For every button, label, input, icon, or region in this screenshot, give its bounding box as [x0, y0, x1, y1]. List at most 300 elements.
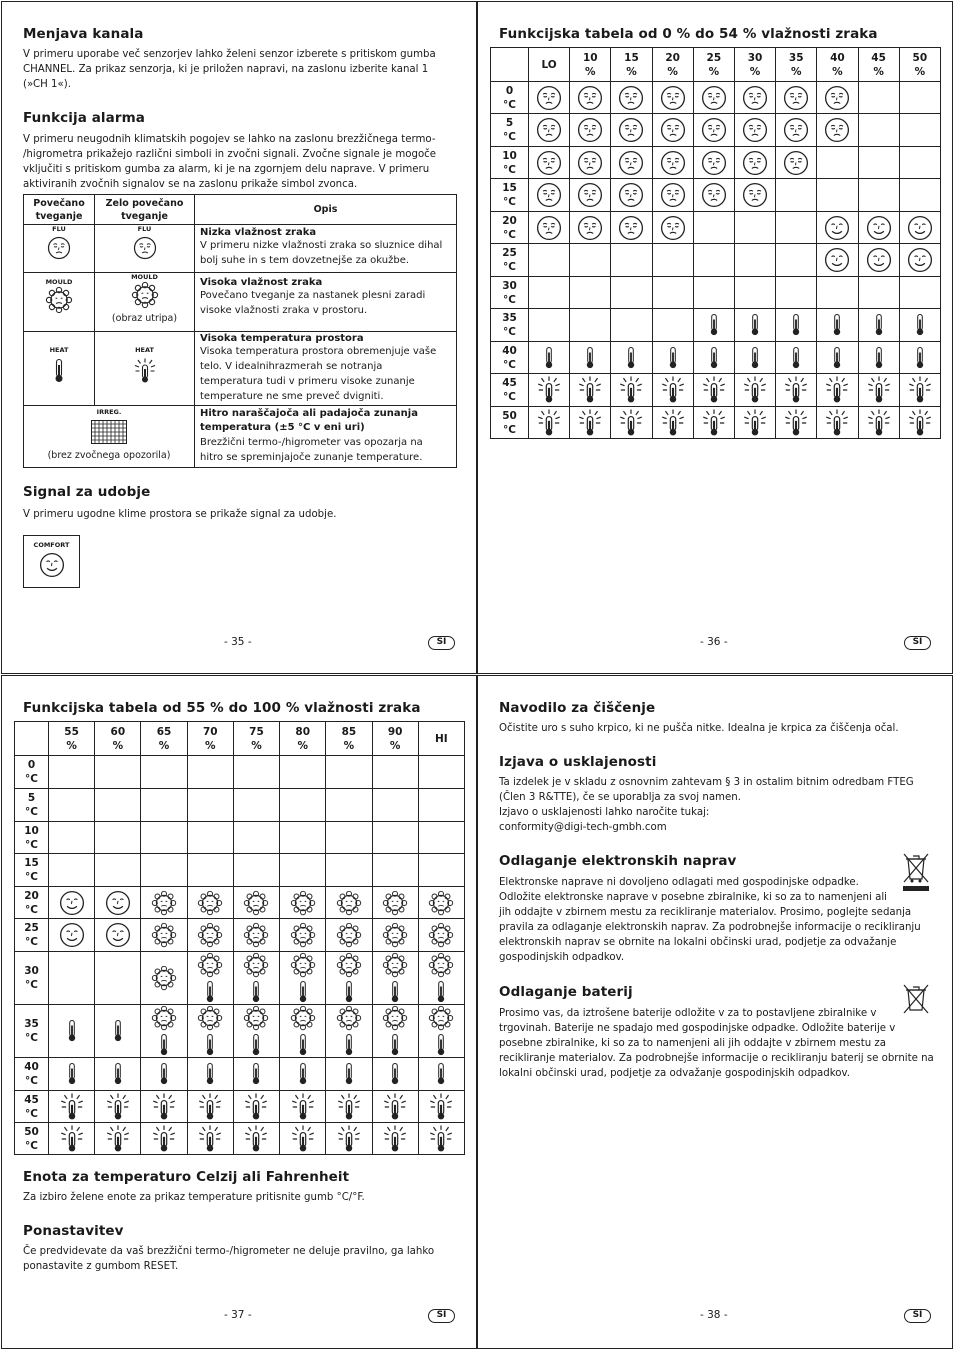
section-title-unit: Enota za temperaturo Celzij ali Fahrenheit [23, 1169, 350, 1185]
table-cell [372, 822, 418, 854]
mould-icon [197, 1005, 223, 1031]
table-cell [233, 1091, 279, 1123]
row-header: 25 °C [491, 244, 529, 277]
table-row [15, 887, 465, 919]
sad-face-icon [577, 117, 603, 143]
humidity-table-low [490, 47, 941, 439]
table-cell [187, 919, 233, 952]
table-cell [280, 789, 326, 822]
sad-face-icon [577, 215, 603, 241]
row-header: 10 °C [491, 147, 529, 179]
table-cell [899, 82, 940, 114]
table-cell [776, 374, 817, 407]
table-cell [652, 277, 693, 309]
row-header: 15 °C [15, 854, 49, 887]
table-cell [326, 952, 372, 1005]
thermometer-icon [61, 1018, 83, 1044]
table-cell [693, 114, 734, 147]
table-cell [95, 919, 141, 952]
section-title-electronics: Odlaganje elektronskih naprav [499, 853, 737, 869]
thermometer-heat-icon [133, 357, 157, 385]
table-cell [858, 342, 899, 374]
table-cell [326, 822, 372, 854]
section-title-conformity: Izjava o usklajenosti [499, 754, 657, 770]
row-header: 35 °C [15, 1005, 49, 1058]
column-header: 85 % [326, 722, 372, 756]
sad-face-icon [618, 117, 644, 143]
sad-face-icon [536, 117, 562, 143]
table-cell [529, 179, 570, 212]
table-cell [899, 342, 940, 374]
table-row [491, 277, 941, 309]
table-cell [280, 854, 326, 887]
mould-icon [290, 1005, 316, 1031]
mould-icon [151, 1005, 177, 1031]
table-cell [326, 756, 372, 789]
table-cell [529, 212, 570, 244]
table-cell [95, 1123, 141, 1155]
table-cell [693, 277, 734, 309]
thermometer-heat-icon [290, 1125, 316, 1153]
table-cell [858, 309, 899, 342]
table-cell [280, 1123, 326, 1155]
table-cell [233, 1058, 279, 1091]
table-cell [652, 309, 693, 342]
table-cell [187, 1123, 233, 1155]
table-cell [611, 114, 652, 147]
table-cell [49, 952, 95, 1005]
sad-face-icon [618, 150, 644, 176]
table-cell [611, 179, 652, 212]
irreg-label: IRREG. [96, 408, 122, 416]
column-header: 30 % [734, 48, 775, 82]
table-cell [858, 82, 899, 114]
happy-face-icon [824, 215, 850, 241]
mould-label: MOULD [45, 278, 73, 286]
row-header: 30 °C [15, 952, 49, 1005]
row-header: 20 °C [15, 887, 49, 919]
table-cell [372, 887, 418, 919]
table-cell [529, 147, 570, 179]
table-cell [418, 789, 464, 822]
table-row [491, 147, 941, 179]
thermometer-icon [153, 1061, 175, 1087]
thermometer-icon [107, 1061, 129, 1087]
thermometer-icon [703, 312, 725, 338]
row-title: Nizka vlažnost zraka [200, 227, 317, 238]
sad-face-icon [133, 236, 157, 260]
thermometer-heat-icon [336, 1125, 362, 1153]
heat-label: HEAT [135, 346, 154, 354]
table-row [491, 374, 941, 407]
table-row [491, 82, 941, 114]
mould-icon [382, 1005, 408, 1031]
table-cell [280, 887, 326, 919]
battery-bin-icon [901, 982, 931, 1014]
mould-icon [197, 922, 223, 948]
thermometer-heat-icon [105, 1125, 131, 1153]
table-cell [418, 1091, 464, 1123]
table-cell [418, 952, 464, 1005]
row-header: 20 °C [491, 212, 529, 244]
column-header: 90 % [372, 722, 418, 756]
table-cell [734, 374, 775, 407]
mould-icon [428, 922, 454, 948]
table-cell [233, 854, 279, 887]
table-cell [233, 952, 279, 1005]
row-title: Visoka temperatura prostora [200, 333, 364, 344]
table-cell [280, 919, 326, 952]
page-number: - 35 - [224, 636, 252, 648]
column-header: 75 % [233, 722, 279, 756]
table-cell [817, 309, 858, 342]
column-header: 35 % [776, 48, 817, 82]
thermometer-icon [338, 1061, 360, 1087]
table-cell [372, 1005, 418, 1058]
table-cell [418, 1058, 464, 1091]
corner-cell [15, 722, 49, 756]
table-cell [49, 887, 95, 919]
table-cell [734, 212, 775, 244]
thermometer-icon [47, 357, 71, 385]
table-row [15, 1005, 465, 1058]
thermometer-icon [909, 345, 931, 371]
table-cell [899, 374, 940, 407]
row-header: 50 °C [491, 407, 529, 439]
mould-icon [197, 890, 223, 916]
page-number: - 36 - [700, 636, 728, 648]
table-row [15, 1058, 465, 1091]
table-cell [372, 1058, 418, 1091]
table-row [24, 225, 457, 273]
table-cell [776, 309, 817, 342]
row-header: 0 °C [491, 82, 529, 114]
row-title: Visoka vlažnost zraka [200, 277, 323, 288]
table-cell [95, 854, 141, 887]
comfort-box [23, 535, 80, 588]
table-cell [280, 756, 326, 789]
sad-face-icon [701, 117, 727, 143]
thermometer-icon [868, 312, 890, 338]
table-cell [776, 114, 817, 147]
table-row [15, 1091, 465, 1123]
thermometer-heat-icon [243, 1125, 269, 1153]
mould-icon [428, 890, 454, 916]
sad-face-icon [660, 182, 686, 208]
thermometer-heat-icon [866, 376, 892, 404]
table-cell [817, 407, 858, 439]
thermometer-icon [199, 1033, 221, 1057]
row-text: Visoka temperatura prostora obremenjuje vaše telo. V idealnihrazmerah se notranja temperatura tudi v primeru visoke zunanje temperature ne sme preveč dvigniti. [200, 346, 437, 402]
happy-face-icon [59, 922, 85, 948]
sad-face-icon [783, 117, 809, 143]
table-cell [187, 854, 233, 887]
thermometer-heat-icon [907, 409, 933, 437]
mould-icon [243, 952, 269, 978]
row-header: 25 °C [15, 919, 49, 952]
table-cell [776, 407, 817, 439]
table-cell [49, 854, 95, 887]
row-header: 35 °C [491, 309, 529, 342]
table-cell [95, 952, 141, 1005]
table-cell [372, 854, 418, 887]
mould-icon [382, 922, 408, 948]
row-header: 40 °C [491, 342, 529, 374]
thermometer-icon [579, 345, 601, 371]
mould-icon [151, 965, 177, 991]
row-text: V primeru nizke vlažnosti zraka so sluznice dihal bolj suhe in s tem dovzetnejše za okužbe. [200, 240, 443, 266]
sad-face-icon [742, 182, 768, 208]
section-text-reset: Če predvidevate da vaš brezžični termo-/higrometer ne deluje pravilno, ga lahko ponastavite z gumbom RESET. [23, 1246, 435, 1272]
table-cell [899, 179, 940, 212]
table-cell [693, 342, 734, 374]
table-row [24, 273, 457, 332]
table-cell [49, 919, 95, 952]
sad-face-icon [742, 117, 768, 143]
table-cell [280, 952, 326, 1005]
table-cell [326, 1005, 372, 1058]
sad-face-icon [618, 215, 644, 241]
sad-face-icon [536, 182, 562, 208]
table-cell [418, 887, 464, 919]
language-badge: SI [904, 636, 931, 650]
mould-icon [428, 952, 454, 978]
table-cell [280, 1058, 326, 1091]
section-title-channel: Menjava kanala [23, 26, 144, 42]
table-cell [817, 114, 858, 147]
sad-face-icon [47, 236, 71, 260]
row-text: Brezžični termo-/higrometer vas opozarja na hitro se spreminjajoče zunanje temperature. [200, 437, 423, 463]
language-badge: SI [904, 1309, 931, 1323]
table-cell [899, 147, 940, 179]
table-cell [858, 179, 899, 212]
table-cell [570, 244, 611, 277]
table-cell [529, 374, 570, 407]
thermometer-heat-icon [907, 376, 933, 404]
row-header: 45 °C [491, 374, 529, 407]
table-cell [693, 374, 734, 407]
table-cell [326, 887, 372, 919]
thermometer-icon [785, 312, 807, 338]
table-cell [141, 1091, 187, 1123]
table-cell [187, 789, 233, 822]
table-cell [899, 114, 940, 147]
sad-face-icon [701, 150, 727, 176]
heat-label: HEAT [49, 346, 69, 354]
thermometer-heat-icon [382, 1125, 408, 1153]
table-cell [95, 756, 141, 789]
table-cell [858, 277, 899, 309]
table-cell [280, 822, 326, 854]
thermometer-heat-icon [577, 409, 603, 437]
row-title: Hitro naraščajoča ali padajoča zunanja temperatura (±5 °C v eni uri) [200, 408, 418, 433]
thermometer-icon [909, 312, 931, 338]
flu-label: FLU [137, 225, 152, 233]
table-cell [693, 212, 734, 244]
table-cell [418, 1123, 464, 1155]
table-row [491, 244, 941, 277]
mould-icon [290, 890, 316, 916]
thermometer-heat-icon [660, 409, 686, 437]
table-cell [95, 1005, 141, 1058]
table-cell [899, 407, 940, 439]
column-header: HI [418, 722, 464, 756]
table-title: Funkcijska tabela od 0 % do 54 % vlažnosti zraka [499, 26, 878, 42]
table-cell [141, 1005, 187, 1058]
column-header: 15 % [611, 48, 652, 82]
table-cell [141, 789, 187, 822]
thermometer-heat-icon [428, 1093, 454, 1121]
thermometer-heat-icon [59, 1093, 85, 1121]
mould-icon [336, 1005, 362, 1031]
thermometer-heat-icon [701, 376, 727, 404]
thermometer-heat-icon [536, 376, 562, 404]
table-cell [570, 212, 611, 244]
happy-face-icon [866, 247, 892, 273]
table-cell [817, 212, 858, 244]
happy-face-icon [907, 215, 933, 241]
table-cell [418, 822, 464, 854]
sad-face-icon [660, 117, 686, 143]
mould-icon [290, 952, 316, 978]
table-cell [49, 756, 95, 789]
row-text: Povečano tveganje za nastanek plesni zaradi visoke vlažnosti zraka v prostoru. [200, 290, 426, 316]
sad-face-icon [577, 182, 603, 208]
row-header: 10 °C [15, 822, 49, 854]
thermometer-icon [153, 1033, 175, 1057]
table-row [24, 332, 457, 406]
table-cell [611, 244, 652, 277]
table-cell [693, 179, 734, 212]
table-cell [141, 1123, 187, 1155]
column-header: 10 % [570, 48, 611, 82]
table-cell [570, 82, 611, 114]
table-cell [858, 407, 899, 439]
table-cell [858, 212, 899, 244]
sad-face-icon [618, 85, 644, 111]
table-cell [611, 82, 652, 114]
table-cell [233, 756, 279, 789]
thermometer-heat-icon [151, 1125, 177, 1153]
table-cell [418, 854, 464, 887]
thermometer-icon [384, 980, 406, 1004]
thermometer-icon [61, 1061, 83, 1087]
table-cell [418, 919, 464, 952]
column-header: LO [529, 48, 570, 82]
section-text-comfort: V primeru ugodne klime prostora se prikaže signal za udobje. [23, 509, 337, 520]
table-row [491, 114, 941, 147]
row-header: 45 °C [15, 1091, 49, 1123]
sad-face-icon [536, 150, 562, 176]
table-cell [372, 756, 418, 789]
sad-face-icon [536, 215, 562, 241]
sad-face-icon [660, 85, 686, 111]
table-cell [570, 277, 611, 309]
table-cell [280, 1005, 326, 1058]
table-cell [693, 147, 734, 179]
table-cell [693, 82, 734, 114]
table-cell [652, 212, 693, 244]
table-cell [652, 374, 693, 407]
table-cell [529, 407, 570, 439]
table-cell [734, 309, 775, 342]
table-cell [734, 277, 775, 309]
table-cell [233, 1123, 279, 1155]
table-cell [776, 147, 817, 179]
thermometer-heat-icon [824, 376, 850, 404]
thermometer-heat-icon [824, 409, 850, 437]
happy-face-icon [59, 890, 85, 916]
happy-face-icon [105, 890, 131, 916]
table-cell [49, 1058, 95, 1091]
table-cell [372, 1091, 418, 1123]
thermometer-heat-icon [660, 376, 686, 404]
thermometer-icon [245, 1033, 267, 1057]
row-header: 40 °C [15, 1058, 49, 1091]
mould-icon [290, 922, 316, 948]
column-header: 45 % [858, 48, 899, 82]
humidity-table-high [14, 721, 465, 1155]
table-cell [858, 244, 899, 277]
table-cell [187, 1058, 233, 1091]
column-header: 20 % [652, 48, 693, 82]
alarm-table-header: Opis [195, 195, 457, 225]
thermometer-heat-icon [59, 1125, 85, 1153]
table-cell [611, 147, 652, 179]
table-cell [652, 342, 693, 374]
table-cell [817, 342, 858, 374]
table-cell [776, 179, 817, 212]
sad-face-icon [783, 85, 809, 111]
table-cell [233, 822, 279, 854]
thermometer-icon [199, 1061, 221, 1087]
table-row [15, 952, 465, 1005]
sad-face-icon [824, 117, 850, 143]
table-cell [776, 212, 817, 244]
alarm-table-header: Zelo povečano tveganje [95, 195, 195, 225]
sad-face-icon [536, 85, 562, 111]
thermometer-heat-icon [783, 376, 809, 404]
table-cell [734, 407, 775, 439]
irregular-pattern-icon [91, 420, 127, 444]
mould-icon [336, 922, 362, 948]
table-cell [326, 1123, 372, 1155]
mould-icon [382, 890, 408, 916]
section-title-comfort: Signal za udobje [23, 484, 151, 500]
table-cell [418, 756, 464, 789]
table-cell [817, 374, 858, 407]
table-cell [141, 756, 187, 789]
table-cell [529, 114, 570, 147]
table-row [491, 309, 941, 342]
section-title-reset: Ponastavitev [23, 1223, 124, 1239]
table-row [15, 756, 465, 789]
table-cell [187, 952, 233, 1005]
table-cell [49, 1123, 95, 1155]
table-cell [326, 1058, 372, 1091]
table-cell [280, 1091, 326, 1123]
column-header: 50 % [899, 48, 940, 82]
thermometer-heat-icon [243, 1093, 269, 1121]
table-row [15, 789, 465, 822]
table-cell [817, 277, 858, 309]
section-text-unit: Za izbiro želene enote za prikaz temperature pritisnite gumb °C/°F. [23, 1192, 365, 1203]
thermometer-heat-icon [742, 376, 768, 404]
table-cell [734, 114, 775, 147]
thermometer-icon [430, 980, 452, 1004]
page-38 [477, 675, 953, 1349]
table-cell [858, 114, 899, 147]
